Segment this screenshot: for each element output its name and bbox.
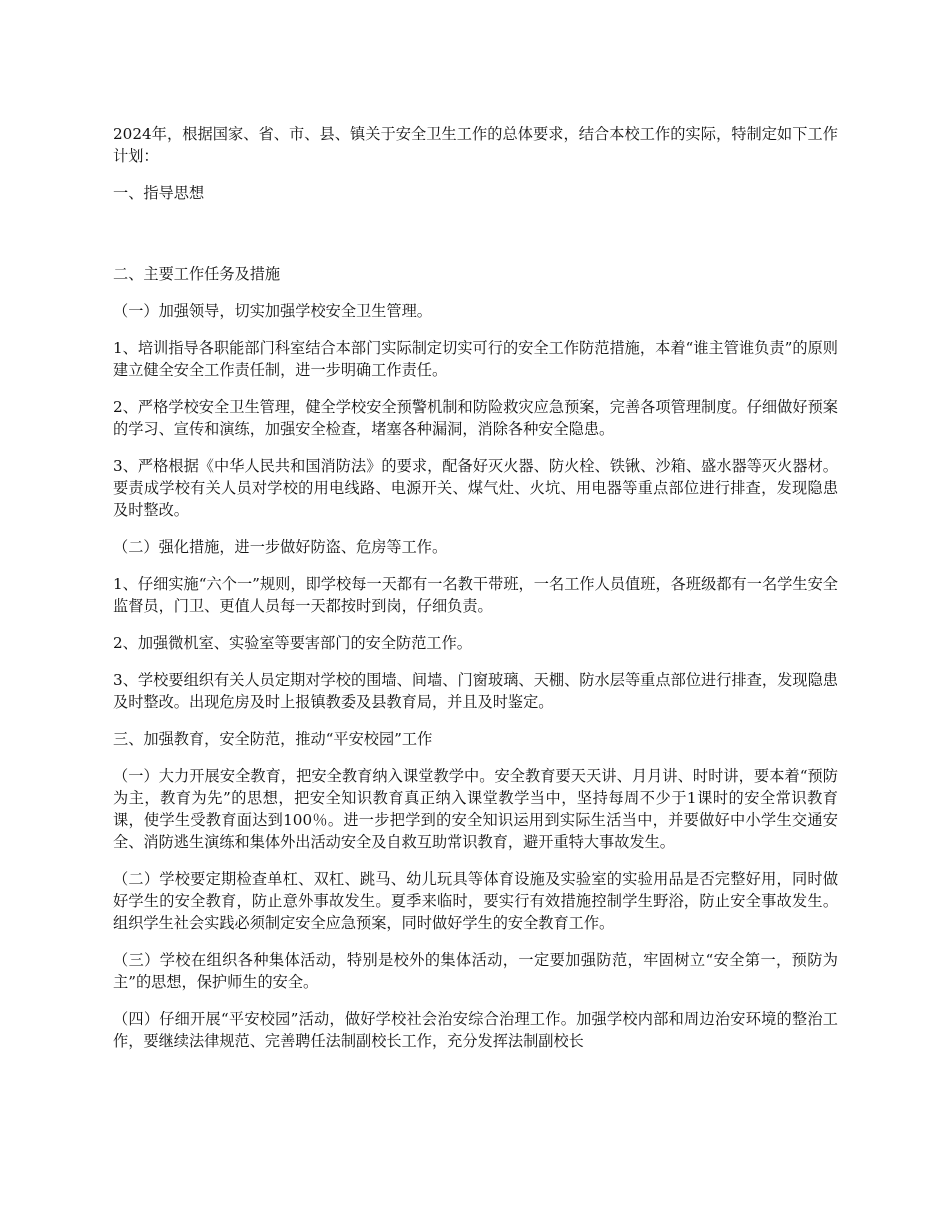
body-paragraph: 1、培训指导各职能部门科室结合本部门实际制定切实可行的安全工作防范措施，本着“谁主管谁负责”的原则建立健全安全工作责任制，进一步明确工作责任。 xyxy=(113,339,838,379)
body-paragraph: 1、仔细实施“六个一”规则，即学校每一天都有一名教干带班，一名工作人员值班，各班级都有一名学生安全监督员，门卫、更值人员每一天都按时到岗，仔细负责。 xyxy=(113,575,838,615)
intro-paragraph: 2024年，根据国家、省、市、县、镇关于安全卫生工作的总体要求，结合本校工作的实际，特制定如下工作计划： xyxy=(113,125,838,165)
body-paragraph: 3、严格根据《中华人民共和国消防法》的要求，配备好灭火器、防火栓、铁锹、沙箱、盛水器等灭火器材。要责成学校有关人员对学校的用电线路、电源开关、煤气灶、火坑、用电器等重点部位进行排查，发现隐患及时整改。 xyxy=(113,457,838,519)
section-heading-guiding-ideology: 一、指导思想 xyxy=(113,184,205,202)
body-paragraph: 2、严格学校安全卫生管理，健全学校安全预警机制和防险救灾应急预案，完善各项管理制度。仔细做好预案的学习、宣传和演练，加强安全检查，堵塞各种漏洞，消除各种安全隐患。 xyxy=(113,398,838,438)
body-paragraph: （一）大力开展安全教育，把安全教育纳入课堂教学中。安全教育要天天讲、月月讲、时时讲，要本着“预防为主，教育为先”的思想，把安全知识教育真正纳入课堂教学当中，坚持每周不少于1课时的安全常识教育课，使学生受教育面达到100％。进一步把学到的安全知识运用到实际生活当中，并要做好中小学生交通安全、消防逃生演练和集体外出活动安全及自救互助常识教育，避开重特大事故发生。 xyxy=(113,767,838,851)
blank-paragraph xyxy=(113,219,838,263)
subsection-heading-measures: （二）强化措施，进一步做好防盗、危房等工作。 xyxy=(113,538,448,556)
section-heading-main-tasks: 二、主要工作任务及措施 xyxy=(113,265,281,283)
body-paragraph: （三）学校在组织各种集体活动，特别是校外的集体活动，一定要加强防范，牢固树立“安全第一，预防为主”的思想，保护师生的安全。 xyxy=(113,951,838,991)
body-paragraph: （四）仔细开展“平安校园”活动，做好学校社会治安综合治理工作。加强学校内部和周边治安环境的整治工作，要继续法律规范、完善聘任法制副校长工作，充分发挥法制副校长 xyxy=(113,1010,838,1050)
section-heading-safety-education: 三、加强教育，安全防范，推动“平安校园”工作 xyxy=(113,730,433,748)
body-paragraph: 3、学校要组织有关人员定期对学校的围墙、间墙、门窗玻璃、天棚、防水层等重点部位进行排查，发现隐患及时整改。出现危房及时上报镇教委及县教育局，并且及时鉴定。 xyxy=(113,671,838,711)
body-paragraph: （二）学校要定期检查单杠、双杠、跳马、幼儿玩具等体育设施及实验室的实验用品是否完整好用，同时做好学生的安全教育，防止意外事故发生。夏季来临时，要实行有效措施控制学生野浴，防止安全事故发生。组织学生社会实践必须制定安全应急预案，同时做好学生的安全教育工作。 xyxy=(113,870,838,932)
subsection-heading-leadership: （一）加强领导，切实加强学校安全卫生管理。 xyxy=(113,302,432,320)
body-paragraph: 2、加强微机室、实验室等要害部门的安全防范工作。 xyxy=(113,634,472,652)
